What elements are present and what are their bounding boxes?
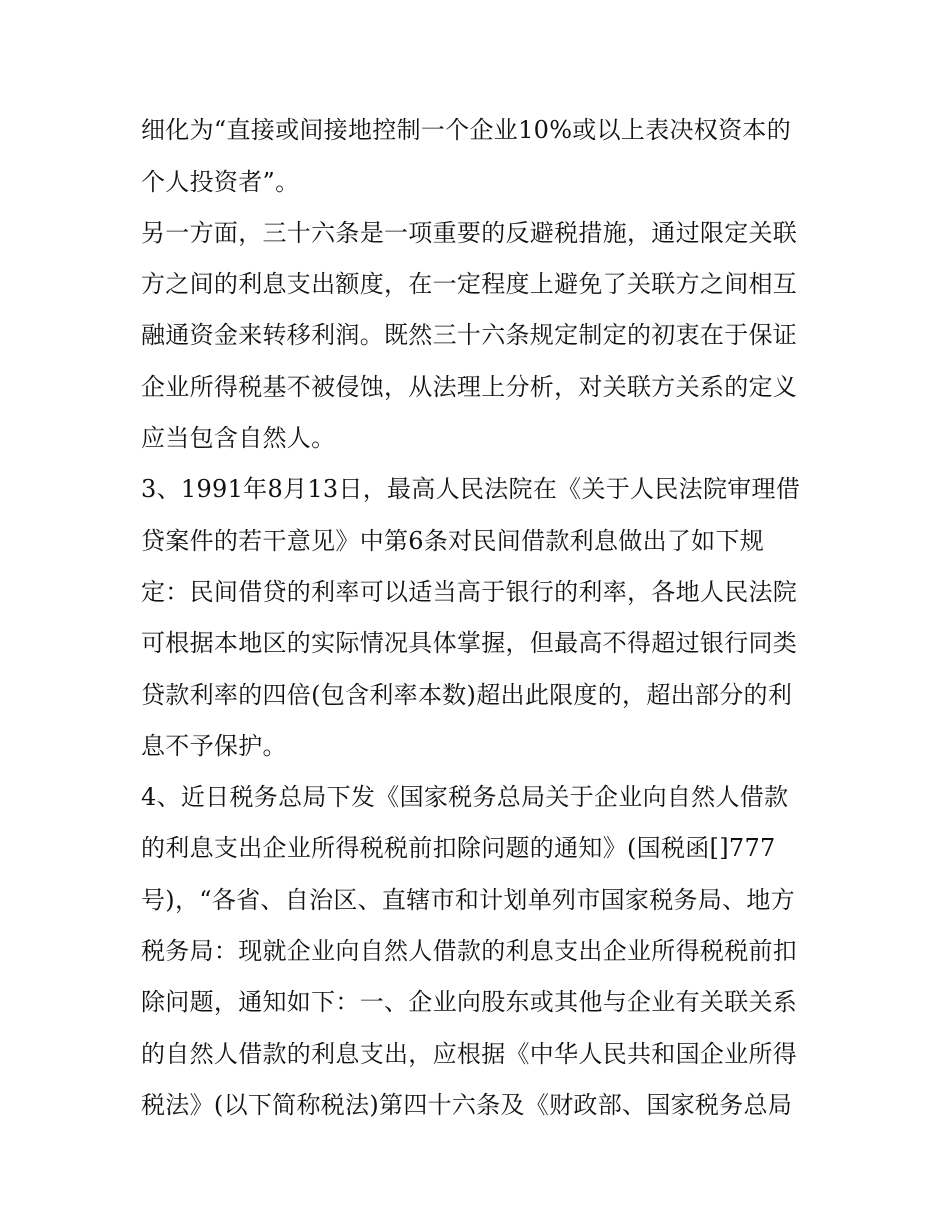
text-line: 方之间的利息支出额度，在一定程度上避免了关联方之间相互 xyxy=(141,270,798,298)
text-line: 贷案件的若干意见》中第6条对民间借款利息做出了如下规 xyxy=(141,527,765,555)
text-line: 税法》(以下简称税法)第四十六条及《财政部、国家税务总局 xyxy=(141,1091,793,1119)
text-line: 贷款利率的四倍(包含利率本数)超出此限度的，超出部分的利 xyxy=(141,681,793,709)
text-line: 可根据本地区的实际情况具体掌握，但最高不得超过银行同类 xyxy=(141,629,798,657)
text-line: 细化为“直接或间接地控制一个企业10%或以上表决权资本的 xyxy=(141,116,792,144)
text-line: 融通资金来转移利润。既然三十六条规定制定的初衷在于保证 xyxy=(141,321,798,349)
text-line: 应当包含自然人。 xyxy=(141,424,336,452)
text-line: 定：民间借贷的利率可以适当高于银行的利率，各地人民法院 xyxy=(141,578,798,606)
text-line: 另一方面，三十六条是一项重要的反避税措施，通过限定关联 xyxy=(141,219,798,247)
text-line: 的利息支出企业所得税税前扣除问题的通知》(国税函[]777 xyxy=(141,834,776,862)
text-line: 3、1991年8月13日，最高人民法院在《关于人民法院审理借 xyxy=(141,475,801,503)
text-line: 企业所得税基不被侵蚀，从法理上分析，对关联方关系的定义 xyxy=(141,373,798,401)
text-line: 税务局：现就企业向自然人借款的利息支出企业所得税税前扣 xyxy=(141,937,798,965)
text-line: 个人投资者”。 xyxy=(141,168,300,196)
text-line: 4、近日税务总局下发《国家税务总局关于企业向自然人借款 xyxy=(141,783,789,811)
text-line: 号)，“各省、自治区、直辖市和计划单列市国家税务局、地方 xyxy=(141,886,796,914)
text-line: 息不予保护。 xyxy=(141,732,287,760)
text-line: 除问题，通知如下：一、企业向股东或其他与企业有关联关系 xyxy=(141,988,798,1016)
text-line: 的自然人借款的利息支出，应根据《中华人民共和国企业所得 xyxy=(141,1040,798,1068)
